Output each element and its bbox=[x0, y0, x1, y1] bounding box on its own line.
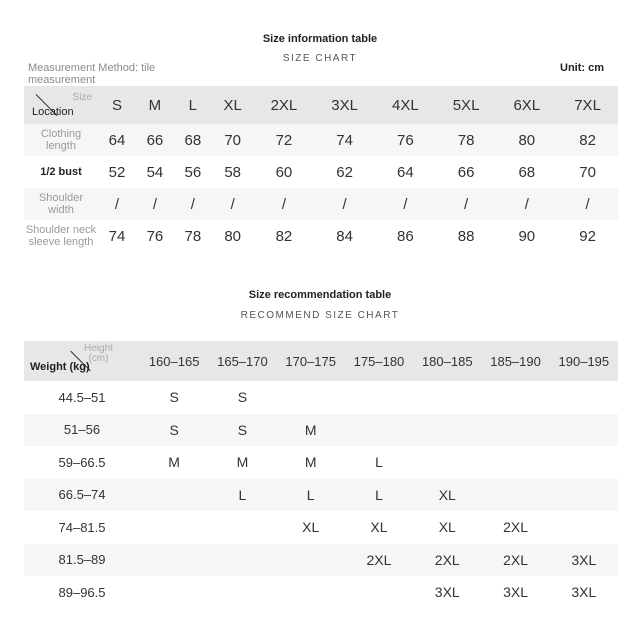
size-value-cell: / bbox=[174, 188, 212, 220]
size-value-cell: / bbox=[557, 188, 618, 220]
weight-cell: 66.5–74 bbox=[24, 479, 140, 512]
recommended-size-cell bbox=[345, 576, 413, 609]
recommended-size-cell bbox=[277, 544, 345, 577]
recommendation-row bbox=[24, 511, 618, 544]
size-value-cell: / bbox=[254, 188, 315, 220]
recommended-size-cell bbox=[550, 511, 618, 544]
recommended-size-cell bbox=[481, 446, 549, 479]
measurement-method-line2: measurement bbox=[28, 74, 96, 86]
recommended-size-cell bbox=[208, 576, 276, 609]
recommended-size-cell: 3XL bbox=[571, 584, 597, 601]
recommended-size-cell bbox=[140, 479, 208, 512]
recommendation-subtitle: RECOMMEND SIZE CHART bbox=[240, 310, 400, 321]
recommended-size-cell bbox=[140, 576, 208, 609]
recommended-size-cell: L bbox=[375, 454, 383, 471]
height-header-cell: 190–195 bbox=[550, 341, 618, 381]
weight-cell: 74–81.5 bbox=[58, 519, 106, 535]
weight-cell: 59–66.5 bbox=[58, 454, 106, 470]
recommendation-row bbox=[24, 414, 618, 447]
recommended-size-cell bbox=[140, 511, 208, 544]
size-header-row bbox=[24, 86, 618, 124]
size-value-cell: 62 bbox=[336, 163, 353, 181]
size-header-cell: 4XL bbox=[375, 86, 436, 124]
size-row bbox=[24, 156, 618, 188]
height-header-cell: 180–185 bbox=[413, 341, 481, 381]
size-value-cell: 66 bbox=[457, 163, 475, 181]
size-value-cell: 86 bbox=[397, 227, 414, 245]
recommendation-corner-cell bbox=[24, 341, 140, 381]
weight-cell: 44.5–51 bbox=[58, 389, 106, 405]
recommended-size-cell bbox=[481, 479, 549, 512]
unit-label: Unit: cm bbox=[560, 62, 604, 74]
recommended-size-cell bbox=[413, 381, 481, 414]
recommended-size-cell bbox=[208, 544, 276, 577]
size-value-cell: / bbox=[98, 188, 136, 220]
size-row-label bbox=[24, 124, 98, 156]
recommended-size-cell bbox=[345, 381, 413, 414]
size-value-cell: 80 bbox=[496, 124, 557, 156]
size-value-cell: 52 bbox=[108, 163, 126, 181]
size-header-cell: XL bbox=[212, 86, 254, 124]
size-value-cell: 82 bbox=[275, 227, 293, 245]
size-value-cell: 80 bbox=[224, 227, 242, 245]
recommendation-row bbox=[24, 576, 618, 609]
recommendation-table bbox=[24, 341, 618, 609]
size-value-cell: 90 bbox=[518, 227, 536, 245]
size-row bbox=[24, 188, 618, 220]
size-value-cell: 72 bbox=[254, 124, 315, 156]
recommended-size-cell bbox=[277, 381, 345, 414]
size-header-cell: 7XL bbox=[557, 86, 618, 124]
size-value-cell: 78 bbox=[436, 124, 497, 156]
size-value-cell: 58 bbox=[224, 163, 242, 181]
size-row bbox=[24, 220, 618, 252]
size-value-cell: 70 bbox=[579, 163, 596, 181]
weight-cell: 51–56 bbox=[24, 414, 140, 447]
size-value-cell: 92 bbox=[579, 227, 596, 245]
size-value-cell: / bbox=[436, 188, 497, 220]
recommended-size-cell: XL bbox=[413, 479, 481, 512]
recommended-size-cell bbox=[481, 414, 549, 447]
size-value-cell: 76 bbox=[146, 227, 164, 245]
recommended-size-cell: M bbox=[168, 454, 180, 471]
size-value-cell: / bbox=[496, 188, 557, 220]
recommendation-row bbox=[24, 544, 618, 577]
recommended-size-cell bbox=[550, 479, 618, 512]
size-header-cell: M bbox=[136, 86, 174, 124]
recommended-size-cell bbox=[413, 414, 481, 447]
recommended-size-cell bbox=[140, 544, 208, 577]
size-header-cell: L bbox=[174, 86, 212, 124]
corner-size-label: Size bbox=[72, 92, 92, 103]
height-header-cell: 175–180 bbox=[345, 341, 413, 381]
recommendation-title: Size recommendation table bbox=[248, 289, 392, 301]
measurement-method-line1: Measurement Method: tile bbox=[28, 62, 156, 74]
size-value-cell: 88 bbox=[457, 227, 475, 245]
size-value-cell: 70 bbox=[212, 124, 254, 156]
recommended-size-cell: 2XL bbox=[503, 519, 528, 536]
recommended-size-cell: XL bbox=[438, 519, 456, 536]
size-value-cell: 74 bbox=[314, 124, 375, 156]
weight-cell: 81.5–89 bbox=[24, 544, 140, 577]
size-row-label bbox=[24, 156, 98, 188]
recommended-size-cell: 3XL bbox=[503, 584, 528, 601]
size-row-label bbox=[24, 188, 98, 220]
recommendation-row bbox=[24, 479, 618, 512]
corner-height-line1: Height bbox=[84, 343, 113, 354]
recommended-size-cell bbox=[413, 446, 481, 479]
recommended-size-cell: S bbox=[208, 414, 276, 447]
size-row-label-line2: width bbox=[48, 204, 74, 216]
recommended-size-cell: M bbox=[304, 454, 317, 471]
recommended-size-cell: XL bbox=[370, 519, 388, 536]
size-value-cell: 78 bbox=[184, 227, 202, 245]
height-header-cell: 165–170 bbox=[208, 341, 276, 381]
recommended-size-cell: S bbox=[237, 389, 248, 406]
size-value-cell: 84 bbox=[336, 227, 353, 245]
size-value-cell: / bbox=[212, 188, 254, 220]
size-header-cell: 2XL bbox=[254, 86, 315, 124]
size-chart-title: Size information table bbox=[262, 33, 378, 45]
size-header-cell: S bbox=[98, 86, 136, 124]
size-value-cell: / bbox=[314, 188, 375, 220]
height-header-cell: 170–175 bbox=[277, 341, 345, 381]
size-value-cell: 76 bbox=[375, 124, 436, 156]
size-row-label-line2: sleeve length bbox=[28, 236, 94, 248]
weight-cell: 89–96.5 bbox=[58, 584, 106, 600]
recommended-size-cell: 2XL bbox=[345, 544, 413, 577]
height-header-cell: 185–190 bbox=[481, 341, 549, 381]
size-value-cell: 74 bbox=[108, 227, 126, 245]
recommended-size-cell: L bbox=[345, 479, 413, 512]
size-value-cell: / bbox=[375, 188, 436, 220]
recommended-size-cell: 3XL bbox=[550, 544, 618, 577]
size-header-cell: 3XL bbox=[314, 86, 375, 124]
recommended-size-cell: XL bbox=[302, 519, 320, 536]
recommended-size-cell bbox=[550, 446, 618, 479]
size-value-cell: / bbox=[136, 188, 174, 220]
size-row-label-line1: Shoulder bbox=[38, 192, 84, 204]
corner-location-label: Location bbox=[32, 106, 74, 118]
size-chart-subtitle: SIZE CHART bbox=[282, 53, 358, 64]
size-row-label-line1: Shoulder neck bbox=[25, 224, 97, 236]
recommended-size-cell: M bbox=[277, 414, 345, 447]
recommended-size-cell bbox=[208, 511, 276, 544]
size-header-cell: 6XL bbox=[496, 86, 557, 124]
recommendation-header-row bbox=[24, 341, 618, 381]
size-value-cell: 68 bbox=[518, 163, 536, 181]
size-value-cell: 66 bbox=[136, 124, 174, 156]
recommended-size-cell bbox=[345, 414, 413, 447]
height-header-cell: 160–165 bbox=[140, 341, 208, 381]
size-value-cell: 82 bbox=[557, 124, 618, 156]
size-chart-table bbox=[24, 86, 618, 252]
recommended-size-cell: L bbox=[208, 479, 276, 512]
recommended-size-cell: 2XL bbox=[481, 544, 549, 577]
size-value-cell: 68 bbox=[174, 124, 212, 156]
size-corner-cell bbox=[24, 86, 98, 124]
corner-height-line2: (cm) bbox=[88, 353, 109, 364]
size-value-cell: 60 bbox=[275, 163, 293, 181]
recommended-size-cell: L bbox=[277, 479, 345, 512]
size-value-cell: 56 bbox=[184, 163, 202, 181]
recommended-size-cell bbox=[550, 414, 618, 447]
size-row-label bbox=[24, 220, 98, 252]
recommended-size-cell: 3XL bbox=[434, 584, 460, 601]
recommended-size-cell bbox=[481, 381, 549, 414]
size-value-cell: 64 bbox=[98, 124, 136, 156]
recommended-size-cell: S bbox=[169, 389, 179, 406]
recommended-size-cell: S bbox=[140, 414, 208, 447]
measurement-method bbox=[28, 62, 155, 86]
recommendation-row bbox=[24, 381, 618, 414]
size-row-label-line1: 1/2 bust bbox=[40, 166, 82, 178]
size-row-label-line2: length bbox=[46, 140, 76, 152]
recommended-size-cell bbox=[277, 576, 345, 609]
size-value-cell: 64 bbox=[397, 163, 414, 181]
recommended-size-cell: 2XL bbox=[413, 544, 481, 577]
recommended-size-cell bbox=[550, 381, 618, 414]
size-row bbox=[24, 124, 618, 156]
recommendation-row bbox=[24, 446, 618, 479]
corner-weight-label: Weight (kg) bbox=[30, 361, 90, 373]
recommended-size-cell: M bbox=[236, 454, 249, 471]
size-header-cell: 5XL bbox=[436, 86, 497, 124]
size-value-cell: 54 bbox=[146, 163, 164, 181]
size-row-label-line1: Clothing bbox=[40, 128, 82, 140]
